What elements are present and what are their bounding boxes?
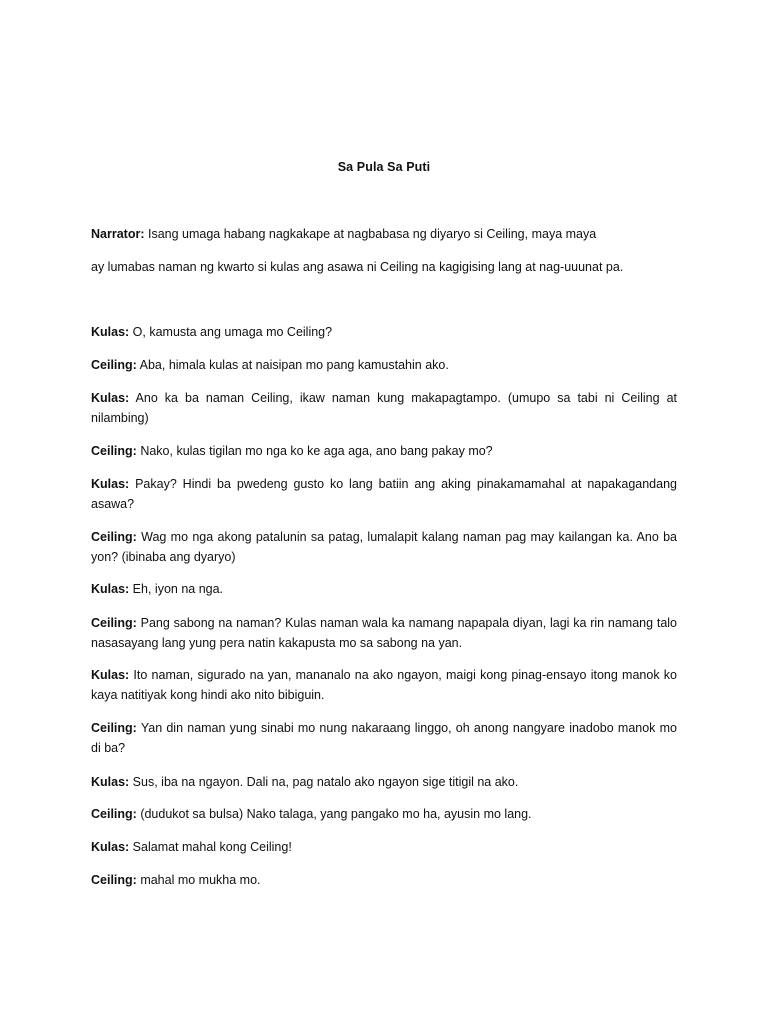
speaker-label: Ceiling: <box>91 530 137 544</box>
dialogue-line <box>91 870 677 890</box>
dialogue-text: Ano ka ba naman Ceiling, ikaw naman kung makapagtampo. (umupo sa tabi ni Ceiling at nilambing) <box>91 391 677 425</box>
speaker-label: Kulas: <box>91 582 130 596</box>
dialogue-line <box>91 579 677 599</box>
speaker-label: Ceiling: <box>91 721 137 735</box>
dialogue-text: Pakay? Hindi ba pwedeng gusto ko lang batiin ang aking pinakamamahal at napakagandang asawa? <box>91 477 677 511</box>
dialogue-text: Yan din naman yung sinabi mo nung nakaraang linggo, oh anong nangyare inadobo manok mo di ba? <box>91 721 677 755</box>
dialogue-line <box>91 804 677 824</box>
speaker-label: Kulas: <box>91 775 130 789</box>
speaker-label: Ceiling: <box>91 873 137 887</box>
dialogue-text: Salamat mahal kong Ceiling! <box>129 840 292 854</box>
dialogue-text: Pang sabong na naman? Kulas naman wala ka namang napapala diyan, lagi ka rin namang talo nasasayang lang yung pera natin kakapusta mo sa sabong na yan. <box>91 616 677 650</box>
speaker-label: Kulas: <box>91 391 130 405</box>
speaker-label: Narrator: <box>91 227 145 241</box>
speaker-label: Ceiling: <box>91 616 137 630</box>
narration-continuation: ay lumabas naman ng kwarto si kulas ang asawa ni Ceiling na kagigising lang at nag-uuunat pa. <box>91 260 624 274</box>
dialogue-text: Ito naman, sigurado na yan, mananalo na ako ngayon, maigi kong pinag-ensayo itong manok ko kaya natitiyak kong hindi ako nito bibiguin. <box>91 668 677 702</box>
speaker-label: Kulas: <box>91 668 130 682</box>
dialogue-line <box>91 441 677 461</box>
dialogue-text: (dudukot sa bulsa) Nako talaga, yang pangako mo ha, ayusin mo lang. <box>136 807 532 821</box>
speaker-label: Kulas: <box>91 325 130 339</box>
speaker-label: Kulas: <box>91 840 130 854</box>
dialogue-text: Aba, himala kulas at naisipan mo pang kamustahin ako. <box>136 358 449 372</box>
narration-paragraph <box>91 224 677 244</box>
dialogue-line <box>91 837 677 857</box>
dialogue-text: O, kamusta ang umaga mo Ceiling? <box>129 325 333 339</box>
narration-text: Isang umaga habang nagkakape at nagbabasa ng diyaryo si Ceiling, maya maya <box>144 227 597 241</box>
speaker-label: Kulas: <box>91 477 130 491</box>
dialogue-text: Eh, iyon na nga. <box>129 582 224 596</box>
dialogue-line <box>91 772 677 792</box>
dialogue-text: Nako, kulas tigilan mo nga ko ke aga aga, ano bang pakay mo? <box>136 444 493 458</box>
speaker-label: Ceiling: <box>91 807 137 821</box>
dialogue-line <box>91 322 677 342</box>
dialogue-line <box>91 527 677 567</box>
dialogue-text: Sus, iba na ngayon. Dali na, pag natalo ako ngayon sige titigil na ako. <box>129 775 519 789</box>
dialogue-line <box>91 388 677 428</box>
dialogue-line <box>91 665 677 705</box>
dialogue-text: mahal mo mukha mo. <box>136 873 261 887</box>
document-title: Sa Pula Sa Puti <box>337 160 431 174</box>
dialogue-line <box>91 718 677 758</box>
speaker-label: Ceiling: <box>91 444 137 458</box>
dialogue-line <box>91 474 677 514</box>
dialogue-line <box>91 355 677 375</box>
speaker-label: Ceiling: <box>91 358 137 372</box>
dialogue-line <box>91 613 677 653</box>
dialogue-text: Wag mo nga akong patalunin sa patag, lumalapit kalang naman pag may kailangan ka. Ano ba yon? (ibinaba ang dyaryo) <box>91 530 677 564</box>
